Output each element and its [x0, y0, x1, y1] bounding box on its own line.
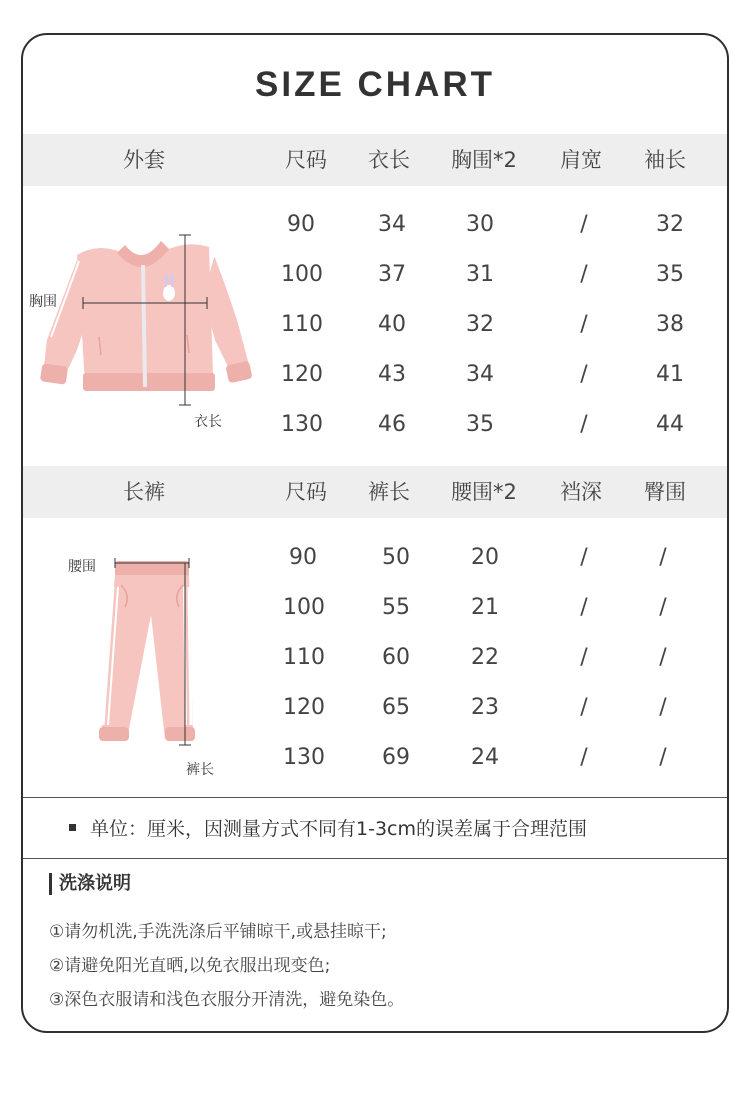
waist-cell: 22 — [471, 645, 499, 670]
shoulder-cell: / — [580, 212, 588, 237]
jacket-header-shoulder: 肩宽 — [560, 148, 602, 172]
size-cell: 120 — [283, 695, 325, 720]
size-cell: 100 — [283, 595, 325, 620]
length-cell: 60 — [382, 645, 410, 670]
pants-image — [93, 555, 213, 755]
size-cell: 110 — [283, 645, 325, 670]
jacket-image — [37, 225, 257, 415]
jacket-header-name: 外套 — [123, 148, 165, 172]
divider — [23, 797, 727, 798]
sleeve-cell: 41 — [656, 362, 684, 387]
chest-cell: 35 — [466, 412, 494, 437]
bullet-icon — [69, 824, 76, 831]
chest-cell: 34 — [466, 362, 494, 387]
chest-cell: 31 — [466, 262, 494, 287]
chest-cell: 30 — [466, 212, 494, 237]
length-cell: 37 — [378, 262, 406, 287]
chest-label: 胸围 — [29, 294, 57, 310]
jacket-header-size: 尺码 — [285, 148, 327, 172]
hip-cell: / — [659, 595, 667, 620]
size-cell: 90 — [289, 545, 317, 570]
pants-header-waist: 腰围*2 — [451, 480, 517, 504]
size-cell: 130 — [281, 412, 323, 437]
pants-body — [101, 575, 193, 739]
waist-cell: 23 — [471, 695, 499, 720]
length-cell: 40 — [378, 312, 406, 337]
pants-header-hip: 臀围 — [644, 480, 686, 504]
sleeve-cell: 38 — [656, 312, 684, 337]
hip-cell: / — [659, 545, 667, 570]
sleeve-cell: 32 — [656, 212, 684, 237]
size-chart-card — [21, 33, 729, 1033]
shoulder-cell: / — [580, 312, 588, 337]
pants-header-row — [23, 466, 727, 518]
jacket-header-chest: 胸围*2 — [451, 148, 517, 172]
waist-cell: 20 — [471, 545, 499, 570]
rise-cell: / — [580, 645, 588, 670]
hip-cell: / — [659, 745, 667, 770]
wash-line: ③深色衣服请和浅色衣服分开清洗，避免染色。 — [49, 990, 405, 1010]
length-cell: 69 — [382, 745, 410, 770]
pants-length-label: 裤长 — [186, 762, 214, 778]
sleeve-cell: 35 — [656, 262, 684, 287]
wash-line: ②请避免阳光直晒,以免衣服出现变色; — [49, 956, 331, 976]
rise-cell: / — [580, 745, 588, 770]
jacket-header-row — [23, 134, 727, 186]
rise-cell: / — [580, 595, 588, 620]
chest-cell: 32 — [466, 312, 494, 337]
pants-header-size: 尺码 — [285, 480, 327, 504]
length-cell: 50 — [382, 545, 410, 570]
divider — [23, 858, 727, 859]
wash-line: ①请勿机洗,手洗洗涤后平铺晾干,或悬挂晾干; — [49, 922, 387, 942]
waist-cell: 24 — [471, 745, 499, 770]
length-cell: 43 — [378, 362, 406, 387]
waist-cell: 21 — [471, 595, 499, 620]
size-cell: 130 — [283, 745, 325, 770]
size-cell: 120 — [281, 362, 323, 387]
rise-cell: / — [580, 695, 588, 720]
shoulder-cell: / — [580, 262, 588, 287]
rise-cell: / — [580, 545, 588, 570]
size-cell: 110 — [281, 312, 323, 337]
pants-header-name: 长裤 — [123, 480, 165, 504]
waist-label: 腰围 — [68, 559, 96, 575]
unit-note — [69, 814, 587, 841]
length-cell: 46 — [378, 412, 406, 437]
length-cell: 55 — [382, 595, 410, 620]
shoulder-cell: / — [580, 362, 588, 387]
jacket-header-sleeve: 袖长 — [644, 148, 686, 172]
sleeve-cell: 44 — [656, 412, 684, 437]
hip-cell: / — [659, 645, 667, 670]
wash-title: 洗涤说明 — [49, 873, 131, 895]
shoulder-cell: / — [580, 412, 588, 437]
jacket-header-length: 衣长 — [368, 148, 410, 172]
unit-note-text: 单位：厘米，因测量方式不同有1-3cm的误差属于合理范围 — [90, 818, 587, 840]
size-cell: 100 — [281, 262, 323, 287]
length-cell: 34 — [378, 212, 406, 237]
page-title: SIZE CHART — [255, 65, 495, 104]
pants-header-rise: 裆深 — [560, 480, 602, 504]
length-cell: 65 — [382, 695, 410, 720]
jacket-length-label: 衣长 — [194, 414, 222, 430]
pants-header-length: 裤长 — [368, 480, 410, 504]
size-cell: 90 — [287, 212, 315, 237]
hip-cell: / — [659, 695, 667, 720]
